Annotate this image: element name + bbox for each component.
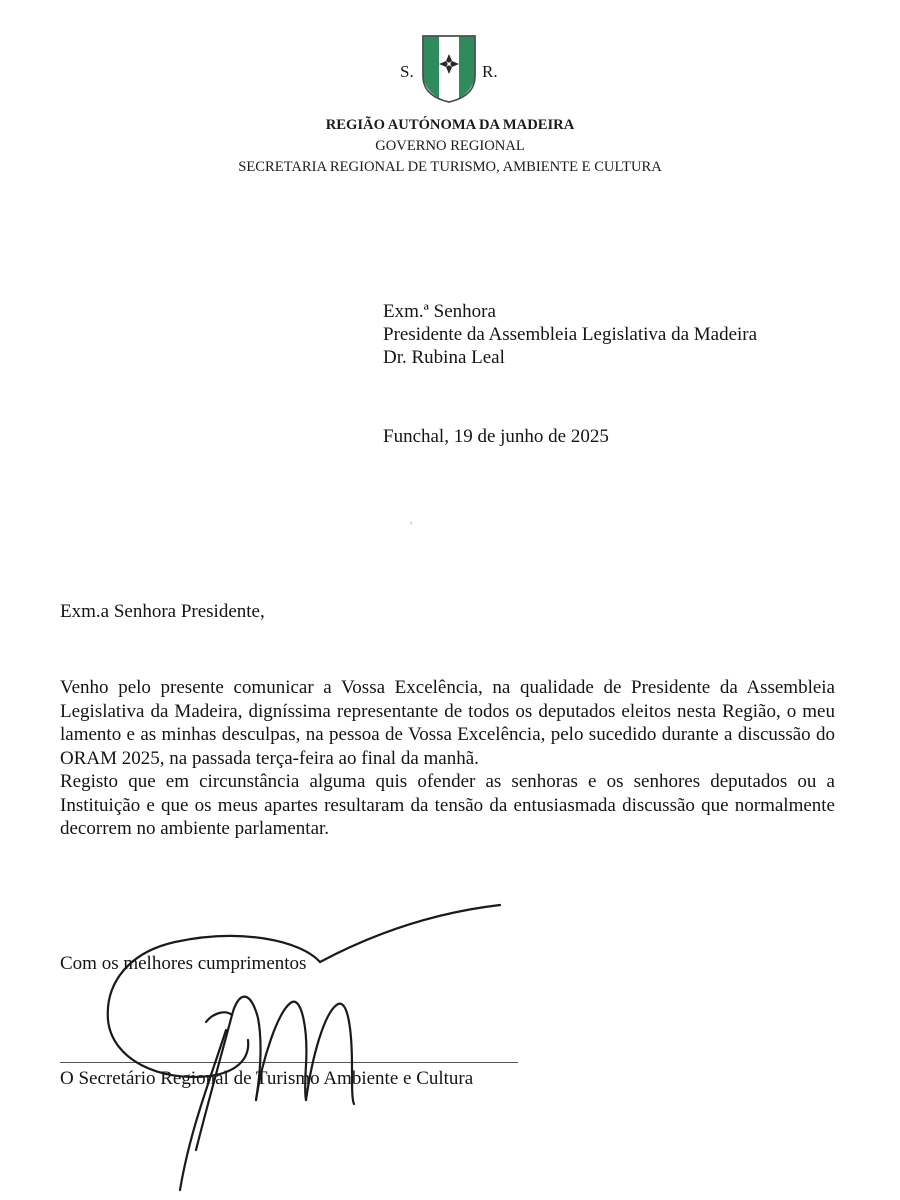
body-paragraph-2: Registo que em circunstância alguma quis ofender as senhoras e os senhores deputados ou a Instituição e que os meus apartes resultaram da tensão da entusiasmada discussão que normalmente decorrem no ambiente parlamentar. [60, 771, 835, 839]
letterhead-emblem [0, 34, 900, 104]
recipient-name: Dr. Rubina Leal [383, 347, 505, 368]
letter-body [60, 676, 835, 841]
emblem-letter-s: S. [400, 62, 414, 81]
secretariat-name: SECRETARIA REGIONAL DE TURISMO, AMBIENTE E CULTURA [238, 159, 662, 175]
letterhead [0, 115, 900, 178]
handwritten-signature [0, 890, 900, 1200]
region-name: REGIÃO AUTÓNOMA DA MADEIRA [325, 117, 575, 133]
recipient-position: Presidente da Assembleia Legislativa da Madeira [383, 324, 758, 345]
emblem-letter-r: R. [482, 62, 498, 81]
body-paragraph-1: Venho pelo presente comunicar a Vossa Excelência, na qualidade de Presidente da Assembleia Legislativa da Madeira, digníssima representante de todos os deputados eleitos nesta Região, o meu lamento e as minhas desculpas, na pessoa de Vossa Excelência, pelo sucedido durante a discussão do ORAM 2025, na passada terça-feira ao final da manhã. [60, 677, 835, 769]
salutation: Exm.a Senhora Presidente, [60, 601, 265, 622]
signatory-title: O Secretário Regional de Turismo Ambiente e Cultura [60, 1068, 474, 1089]
recipient-block [383, 300, 757, 369]
government-name: GOVERNO REGIONAL [375, 138, 525, 154]
signature-line [60, 1062, 518, 1063]
madeira-shield-icon [421, 34, 477, 104]
scan-speck: , [410, 515, 413, 526]
closing-line: Com os melhores cumprimentos [60, 953, 307, 974]
letter-date: Funchal, 19 de junho de 2025 [383, 426, 609, 447]
recipient-title: Exm.ª Senhora [383, 301, 496, 322]
